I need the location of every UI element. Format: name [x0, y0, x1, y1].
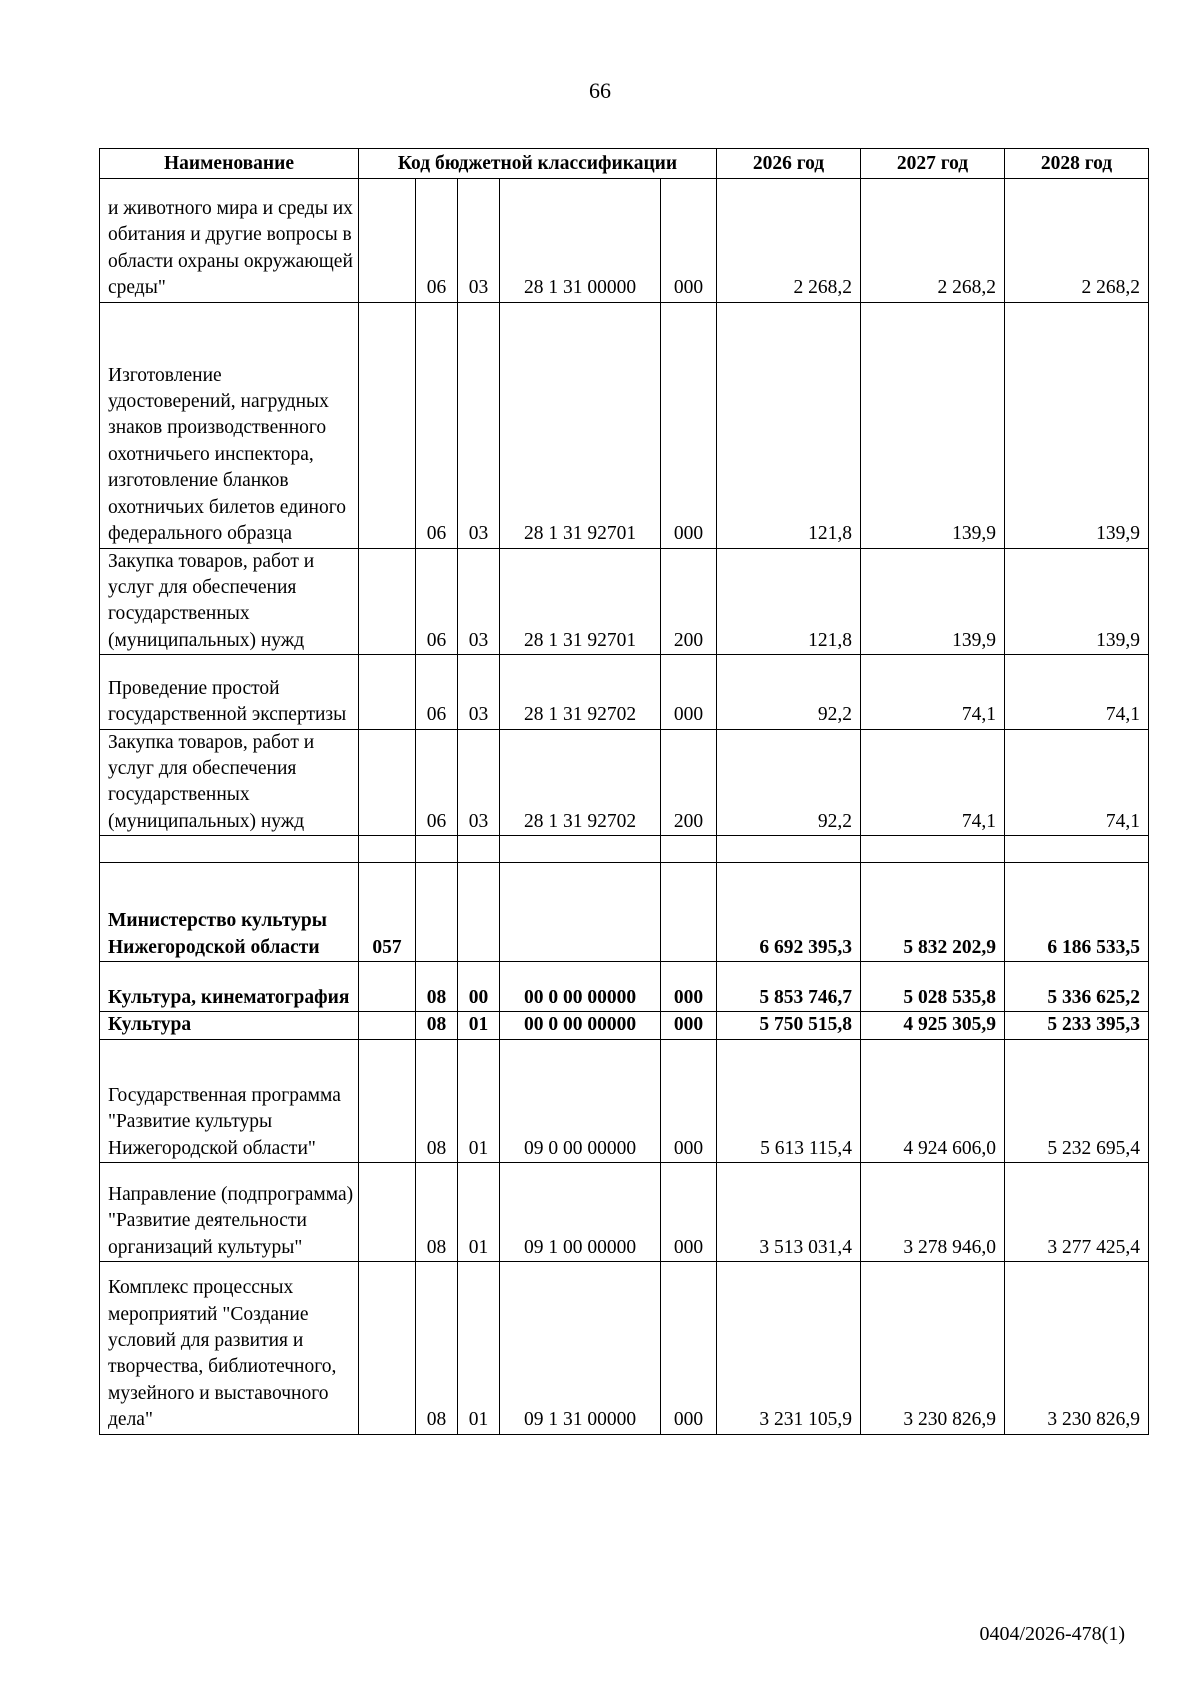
- cell-department-code: [359, 1012, 416, 1039]
- cell-section: 06: [416, 302, 458, 548]
- cell-expense-type: 000: [661, 655, 717, 730]
- cell-section: 08: [416, 1039, 458, 1163]
- cell-department-code: [359, 962, 416, 1012]
- cell-section: [416, 863, 458, 962]
- cell-value-2026: 5 853 746,7: [717, 962, 861, 1012]
- cell-expense-type: 200: [661, 729, 717, 836]
- cell-expense-type: 000: [661, 1163, 717, 1262]
- cell-expense-type: 000: [661, 302, 717, 548]
- table-row: [100, 729, 1149, 836]
- cell-section: 06: [416, 548, 458, 655]
- cell-expense-type: 000: [661, 1012, 717, 1039]
- cell-target-article: [500, 836, 661, 863]
- cell-expense-type: [661, 836, 717, 863]
- cell-section: 08: [416, 1262, 458, 1435]
- table-row: [100, 179, 1149, 303]
- cell-value-2028: 74,1: [1005, 729, 1149, 836]
- document-id: 0404/2026-478(1): [979, 1623, 1125, 1645]
- row-name: Направление (подпрограмма) "Развитие деятельности организаций культуры": [100, 1163, 359, 1262]
- header-code: Код бюджетной классификации: [359, 149, 717, 179]
- row-name: Изготовление удостоверений, нагрудных знаков производственного охотничьего инспектора, изготовление бланков охотничьих билетов единого федерального образца: [100, 302, 359, 548]
- cell-value-2027: 74,1: [861, 729, 1005, 836]
- cell-target-article: 00 0 00 00000: [500, 962, 661, 1012]
- cell-value-2026: 6 692 395,3: [717, 863, 861, 962]
- cell-value-2027: [861, 836, 1005, 863]
- cell-target-article: 09 0 00 00000: [500, 1039, 661, 1163]
- cell-value-2028: 3 230 826,9: [1005, 1262, 1149, 1435]
- cell-value-2027: 5 832 202,9: [861, 863, 1005, 962]
- header-2027: 2027 год: [861, 149, 1005, 179]
- cell-value-2028: 3 277 425,4: [1005, 1163, 1149, 1262]
- cell-department-code: [359, 302, 416, 548]
- cell-department-code: [359, 729, 416, 836]
- cell-value-2026: 2 268,2: [717, 179, 861, 303]
- cell-value-2026: 3 231 105,9: [717, 1262, 861, 1435]
- cell-expense-type: 000: [661, 962, 717, 1012]
- cell-value-2026: 121,8: [717, 548, 861, 655]
- cell-target-article: 00 0 00 00000: [500, 1012, 661, 1039]
- cell-value-2028: [1005, 836, 1149, 863]
- cell-target-article: 09 1 31 00000: [500, 1262, 661, 1435]
- row-name: Проведение простой государственной экспертизы: [100, 655, 359, 730]
- cell-subsection: 01: [458, 1163, 500, 1262]
- cell-value-2026: 5 750 515,8: [717, 1012, 861, 1039]
- table-row: [100, 863, 1149, 962]
- cell-value-2028: 5 232 695,4: [1005, 1039, 1149, 1163]
- cell-target-article: [500, 863, 661, 962]
- cell-subsection: 03: [458, 548, 500, 655]
- cell-value-2028: 5 336 625,2: [1005, 962, 1149, 1012]
- cell-subsection: 00: [458, 962, 500, 1012]
- cell-section: 06: [416, 179, 458, 303]
- cell-subsection: 03: [458, 655, 500, 730]
- cell-value-2028: 139,9: [1005, 548, 1149, 655]
- header-2026: 2026 год: [717, 149, 861, 179]
- cell-value-2028: 139,9: [1005, 302, 1149, 548]
- table-row: [100, 1262, 1149, 1435]
- table-row: [100, 548, 1149, 655]
- cell-subsection: 03: [458, 729, 500, 836]
- table-row: [100, 1163, 1149, 1262]
- cell-value-2027: 3 230 826,9: [861, 1262, 1005, 1435]
- row-name: Закупка товаров, работ и услуг для обеспечения государственных (муниципальных) нужд: [100, 729, 359, 836]
- cell-value-2028: 6 186 533,5: [1005, 863, 1149, 962]
- cell-target-article: 28 1 31 92702: [500, 655, 661, 730]
- cell-value-2027: 139,9: [861, 548, 1005, 655]
- cell-value-2027: 2 268,2: [861, 179, 1005, 303]
- table-row: [100, 836, 1149, 863]
- cell-target-article: 28 1 31 92702: [500, 729, 661, 836]
- cell-subsection: 01: [458, 1039, 500, 1163]
- cell-value-2026: 92,2: [717, 655, 861, 730]
- cell-value-2027: 74,1: [861, 655, 1005, 730]
- cell-value-2027: 4 924 606,0: [861, 1039, 1005, 1163]
- cell-value-2028: 5 233 395,3: [1005, 1012, 1149, 1039]
- cell-expense-type: [661, 863, 717, 962]
- cell-department-code: [359, 1163, 416, 1262]
- cell-department-code: [359, 1262, 416, 1435]
- cell-value-2027: 5 028 535,8: [861, 962, 1005, 1012]
- cell-expense-type: 000: [661, 1039, 717, 1163]
- cell-value-2026: 92,2: [717, 729, 861, 836]
- table-row: [100, 302, 1149, 548]
- cell-section: 08: [416, 962, 458, 1012]
- cell-value-2026: 5 613 115,4: [717, 1039, 861, 1163]
- cell-section: [416, 836, 458, 863]
- row-name: Министерство культуры Нижегородской области: [100, 863, 359, 962]
- cell-value-2028: 74,1: [1005, 655, 1149, 730]
- cell-target-article: 28 1 31 92701: [500, 548, 661, 655]
- cell-subsection: [458, 863, 500, 962]
- cell-target-article: 28 1 31 00000: [500, 179, 661, 303]
- cell-value-2027: 4 925 305,9: [861, 1012, 1005, 1039]
- table-row: [100, 1012, 1149, 1039]
- cell-value-2026: 3 513 031,4: [717, 1163, 861, 1262]
- cell-department-code: [359, 548, 416, 655]
- cell-subsection: [458, 836, 500, 863]
- cell-department-code: [359, 179, 416, 303]
- header-2028: 2028 год: [1005, 149, 1149, 179]
- cell-target-article: 09 1 00 00000: [500, 1163, 661, 1262]
- cell-section: 08: [416, 1163, 458, 1262]
- cell-department-code: [359, 655, 416, 730]
- cell-subsection: 03: [458, 302, 500, 548]
- row-name: Закупка товаров, работ и услуг для обеспечения государственных (муниципальных) нужд: [100, 548, 359, 655]
- cell-section: 06: [416, 655, 458, 730]
- cell-department-code: 057: [359, 863, 416, 962]
- cell-section: 08: [416, 1012, 458, 1039]
- cell-subsection: 01: [458, 1012, 500, 1039]
- cell-department-code: [359, 836, 416, 863]
- page-number: 66: [589, 78, 611, 103]
- budget-table: [99, 148, 1149, 1435]
- cell-expense-type: 000: [661, 179, 717, 303]
- cell-expense-type: 000: [661, 1262, 717, 1435]
- cell-value-2026: 121,8: [717, 302, 861, 548]
- row-name: Государственная программа "Развитие культуры Нижегородской области": [100, 1039, 359, 1163]
- row-name: и животного мира и среды их обитания и другие вопросы в области охраны окружающей среды": [100, 179, 359, 303]
- cell-section: 06: [416, 729, 458, 836]
- cell-value-2027: 139,9: [861, 302, 1005, 548]
- table-row: [100, 962, 1149, 1012]
- cell-value-2026: [717, 836, 861, 863]
- cell-expense-type: 200: [661, 548, 717, 655]
- cell-target-article: 28 1 31 92701: [500, 302, 661, 548]
- table-row: [100, 655, 1149, 730]
- cell-value-2027: 3 278 946,0: [861, 1163, 1005, 1262]
- header-name: Наименование: [100, 149, 359, 179]
- cell-value-2028: 2 268,2: [1005, 179, 1149, 303]
- row-name: [100, 836, 359, 863]
- table-row: [100, 1039, 1149, 1163]
- cell-subsection: 03: [458, 179, 500, 303]
- table-header-row: [100, 149, 1149, 179]
- cell-subsection: 01: [458, 1262, 500, 1435]
- row-name: Культура: [100, 1012, 359, 1039]
- cell-department-code: [359, 1039, 416, 1163]
- row-name: Комплекс процессных мероприятий "Создание условий для развития и творчества, библиотечного, музейного и выставочного дела": [100, 1262, 359, 1435]
- row-name: Культура, кинематография: [100, 962, 359, 1012]
